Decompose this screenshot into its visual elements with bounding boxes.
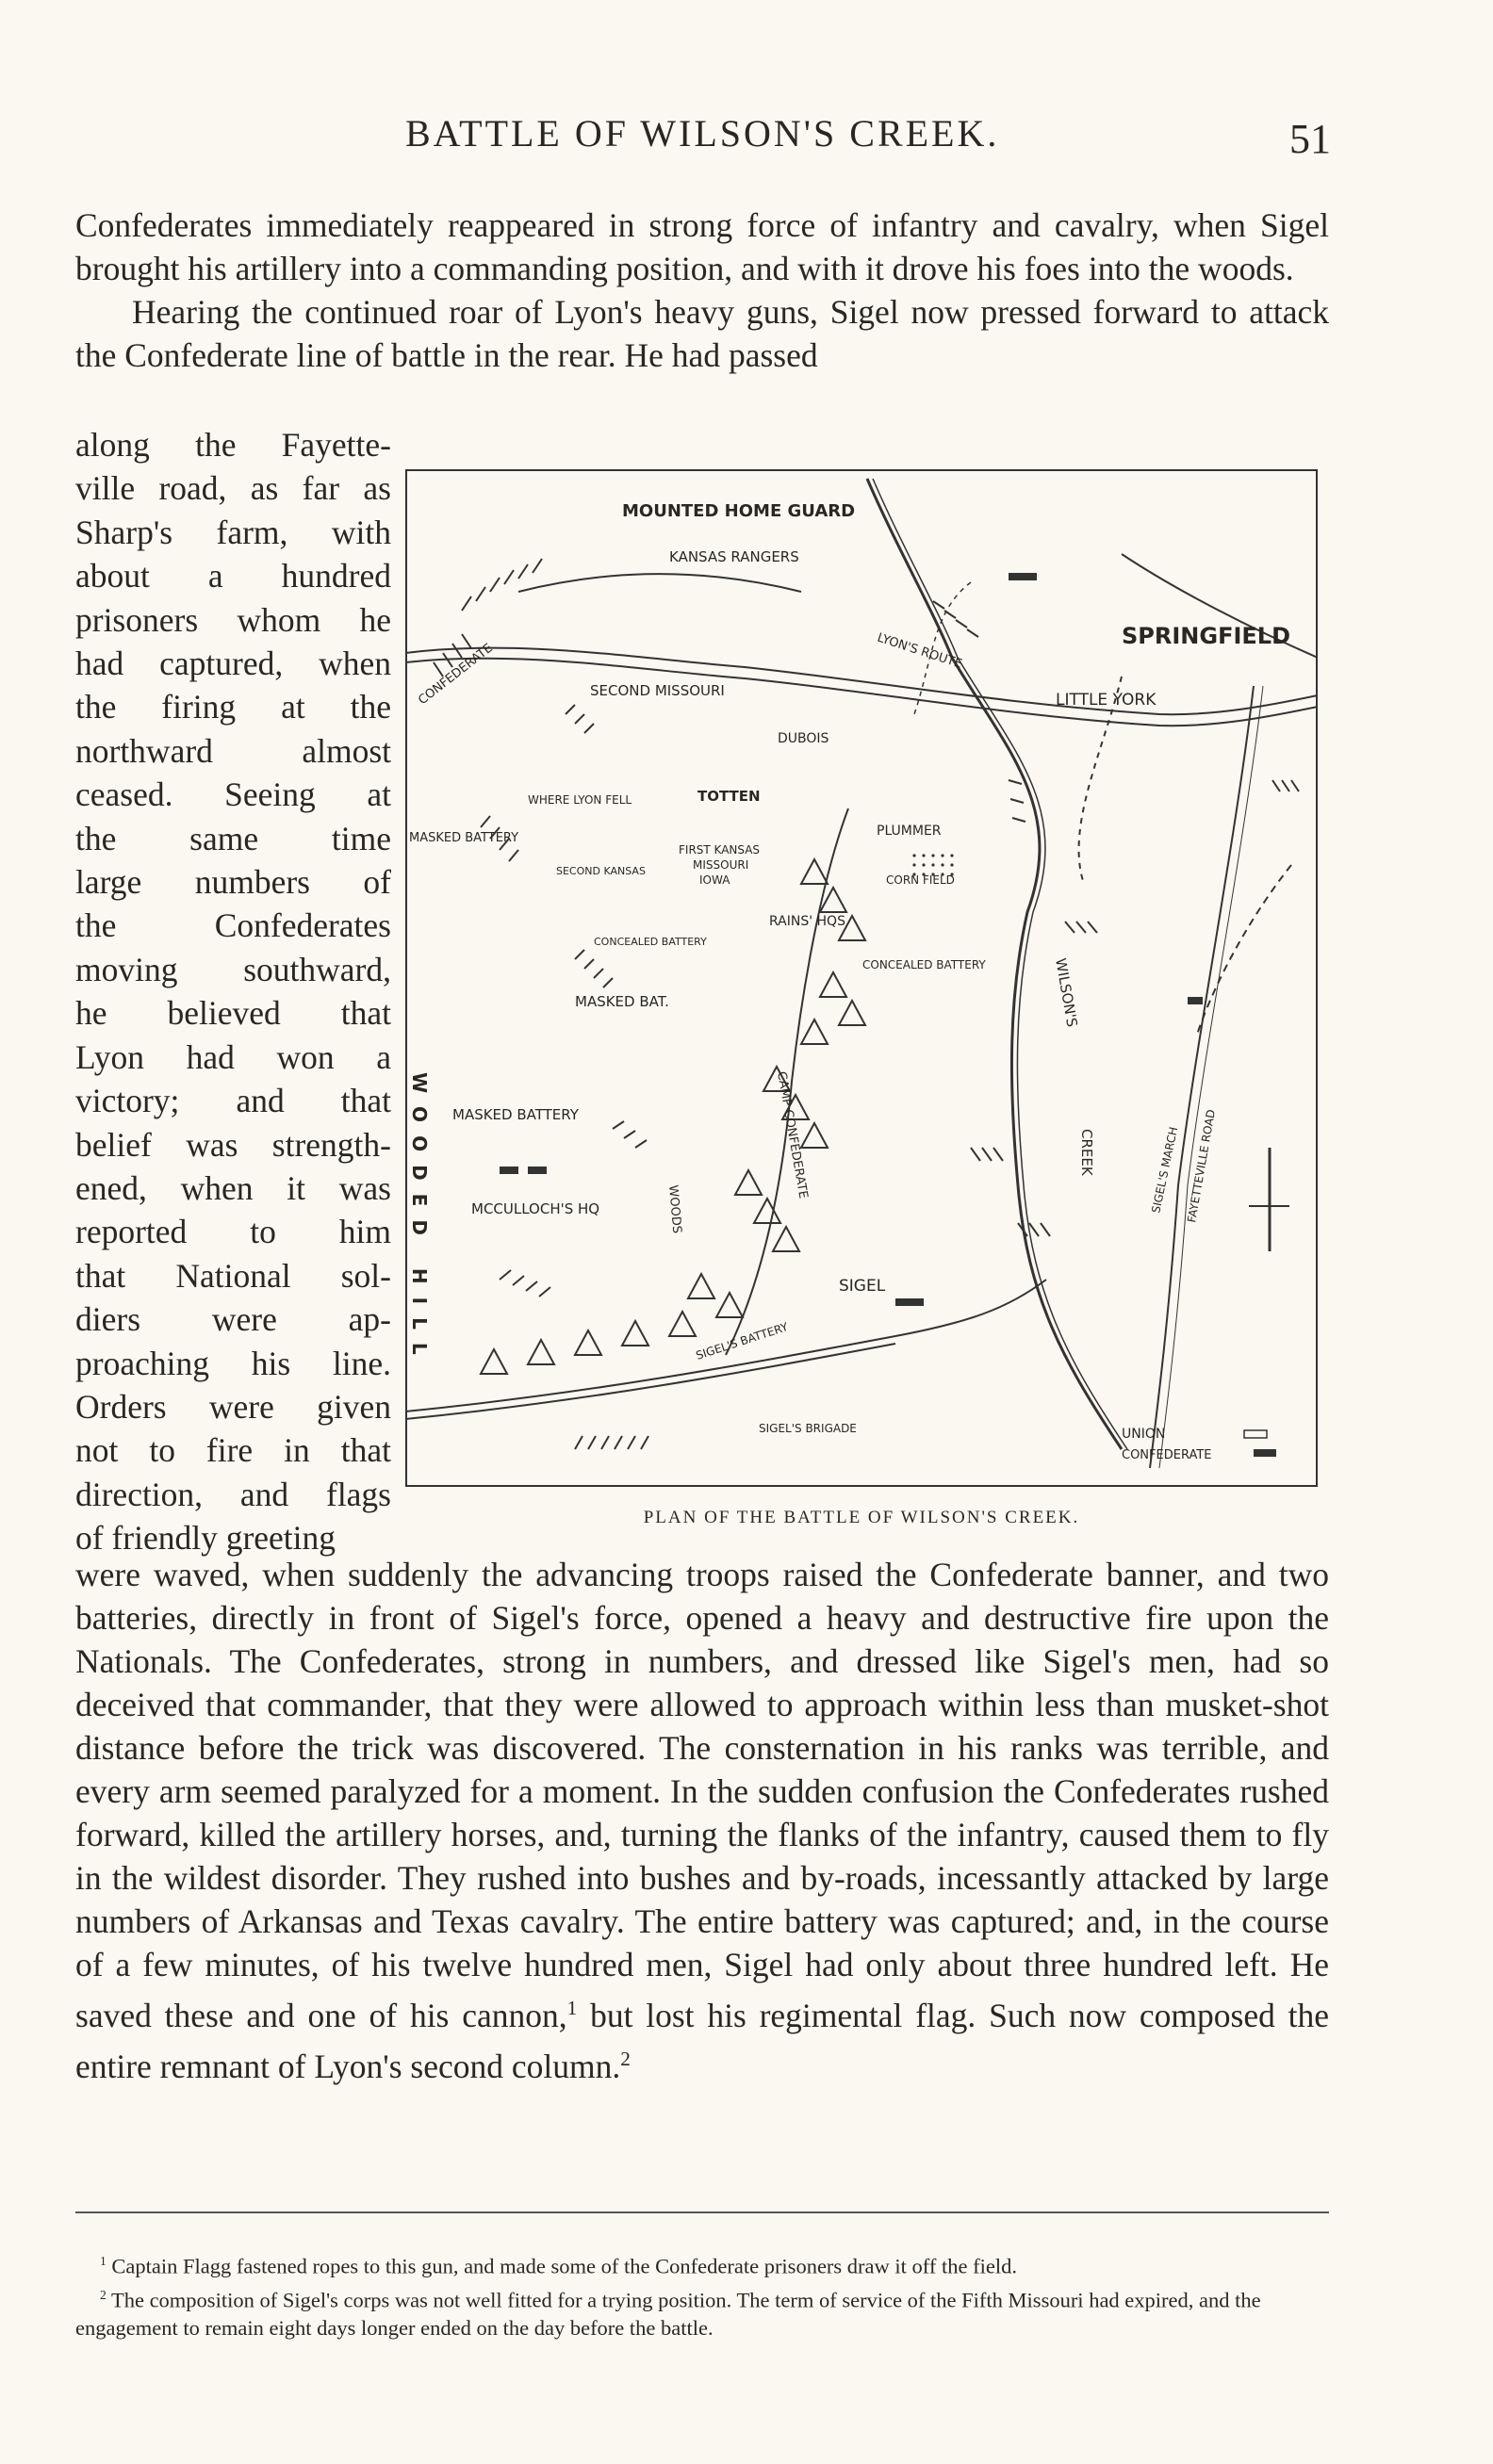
label-iowa: IOWA (699, 873, 730, 887)
road-nw (518, 574, 801, 592)
label-creek: CREEK (1078, 1129, 1095, 1176)
wrap-line: belief was strength- (75, 1125, 391, 1164)
wrap-line: proaching his line. (75, 1344, 391, 1382)
wrap-line: along the Fayette- (75, 426, 391, 464)
wrap-line: large numbers of (75, 863, 391, 902)
footnote-1-mark: 1 (100, 2254, 107, 2268)
label-second-missouri: SECOND MISSOURI (590, 682, 725, 699)
wrap-line: reported to him (75, 1213, 391, 1251)
label-masked-bat: MASKED BAT. (575, 993, 669, 1010)
label-mcculloch: MCCULLOCH'S HQ (471, 1200, 600, 1217)
body-text-top (75, 204, 1329, 377)
wrap-line: Lyon had won a (75, 1037, 391, 1076)
footnote-2-mark: 2 (100, 2287, 107, 2302)
wrap-line: northward almost (75, 731, 391, 770)
label-union-legend: UNION (1122, 1427, 1166, 1442)
label-plummer: PLUMMER (877, 824, 942, 839)
wrap-line: the Confederates (75, 906, 391, 945)
wrap-line: prisoners whom he (75, 600, 391, 639)
label-mounted-home-guard: MOUNTED HOME GUARD (622, 501, 856, 521)
label-masked-battery-1: MASKED BATTERY (409, 831, 519, 845)
paragraph-1: Confederates immediately reappeared in strong force of infantry and cavalry, when Sigel brought his artillery into a commanding position, and with it drove his foes into the woods. (75, 206, 1329, 287)
paragraph-2-tail-text: were waved, when suddenly the advancing troops raised the Confederate banner, and two batteries, directly in front of Sigel's force, opened a heavy and destructive fire upon the Nationals. The Confederates, strong in numbers, and dressed like Sigel's men, had so deceived that commander, that they were allowed to approach within less than musket-shot distance before the trick was discovered. The consternation in his ranks was terrible, and every arm seemed paralyzed for a moment. In the sudden confusion the Confederates rushed forward, killed the artillery horses, and, turning the flanks of the infantry, caused them to fly in the wildest disorder. They rushed into bushes and by-roads, incessantly attacked by large numbers of Arkansas and Texas cavalry. The entire battery was captured; and, in the course of a few minutes, of his twelve hundred men, Sigel had only about three hundred left. He saved these and one of his cannon, (75, 1556, 1329, 2034)
label-second-kansas: SECOND KANSAS (556, 865, 646, 877)
wrap-line: the firing at the (75, 688, 391, 726)
page-number: 51 (1289, 116, 1331, 162)
wrap-line: that National sol- (75, 1256, 391, 1295)
unit-markers (500, 573, 1276, 1457)
running-head (0, 111, 1493, 168)
wrap-line: diers were ap- (75, 1300, 391, 1339)
wrap-line: ceased. Seeing at (75, 775, 391, 814)
label-sigel: SIGEL (839, 1277, 886, 1296)
battle-map (405, 469, 1318, 1487)
label-hill-vertical: WOODED HILL (408, 1072, 431, 1368)
footnote-mark-1: 1 (566, 1997, 578, 2019)
road-north (405, 648, 1318, 715)
sigel-marker (895, 1298, 924, 1306)
label-confederate-legend: CONFEDERATE (1122, 1448, 1212, 1462)
label-missouri: MISSOURI (693, 858, 749, 872)
wrapped-text-column (75, 423, 391, 1560)
label-lyons-route: LYON'S ROUTE (875, 630, 964, 672)
footnote-mark-2: 2 (620, 2047, 631, 2070)
footnotes (75, 2247, 1329, 2342)
label-wilsons: WILSON'S (1052, 956, 1081, 1029)
wrap-line: of friendly greeting (75, 1519, 336, 1558)
label-sigels-brigade: SIGEL'S BRIGADE (759, 1422, 857, 1435)
running-title: BATTLE OF WILSON'S CREEK. (405, 112, 1000, 155)
label-sigels-march: SIGEL'S MARCH (1149, 1125, 1181, 1215)
label-dubois: DUBOIS (778, 731, 829, 746)
wrap-line: Sharp's farm, with (75, 513, 391, 551)
wrap-line: Orders were given (75, 1387, 391, 1426)
wrap-line: moving southward, (75, 950, 391, 988)
paragraph-2-mid: but lost his regimental flag. Such now composed the entire remnant of Lyon's second column. (75, 1996, 1330, 2085)
label-woods: WOODS (665, 1184, 684, 1234)
footnote-2-text: The composition of Sigel's corps was not well fitted for a trying position. The term of service of the Fifth Missouri had expired, and the engagement to remain eight days longer ended on the day before the battle. (75, 2288, 1261, 2340)
label-corn-field: CORN FIELD (886, 873, 955, 887)
label-totten: TOTTEN (697, 788, 761, 805)
label-concealed-battery-2: CONCEALED BATTERY (862, 958, 986, 971)
label-fayetteville-road: FAYETTEVILLE ROAD (1185, 1108, 1219, 1224)
label-where-lyon-fell: WHERE LYON FELL (528, 793, 632, 807)
paragraph-2-head: Hearing the continued roar of Lyon's heavy guns, Sigel now pressed forward to attack the Confederate line of battle in the rear. He had passed (75, 293, 1329, 374)
label-kansas-rangers: KANSAS RANGERS (669, 548, 799, 565)
label-confederate: CONFEDERATE (416, 641, 496, 709)
body-text-bottom (75, 1553, 1329, 2088)
wrap-line: he believed that (75, 994, 391, 1033)
wrap-line: not to fire in that (75, 1431, 391, 1470)
label-concealed-battery-1: CONCEALED BATTERY (594, 936, 707, 948)
paragraph-2-tail (75, 1553, 1329, 2088)
footnote-rule (75, 2211, 1329, 2213)
footnote-1-text: Captain Flagg fastened ropes to this gun, and made some of the Confederate prisoners draw it off the field. (111, 2254, 1017, 2278)
label-springfield: SPRINGFIELD (1122, 623, 1291, 649)
label-sigels-battery: SIGEL'S BATTERY (694, 1320, 790, 1363)
label-little-york: LITTLE YORK (1056, 691, 1157, 710)
footnote-1 (75, 2247, 1329, 2281)
label-camp-confederate: CAMP CONFEDERATE (774, 1070, 811, 1200)
fayetteville-road (1150, 686, 1254, 1468)
wrap-line: about a hundred (75, 557, 391, 596)
wrap-line: victory; and that (75, 1082, 391, 1120)
sigels-march-route (1197, 865, 1291, 1035)
label-rains-hqrs: RAINS' HQS (769, 914, 845, 929)
wrap-line: had captured, when (75, 645, 391, 683)
footnote-2 (75, 2281, 1329, 2343)
wrap-line: direction, and flags (75, 1475, 391, 1513)
wrap-line: ened, when it was (75, 1168, 391, 1207)
map-caption: PLAN OF THE BATTLE OF WILSON'S CREEK. (643, 1508, 1080, 1527)
wrap-line: the same time (75, 819, 391, 857)
label-first-kansas: FIRST KANSAS (679, 843, 761, 857)
label-masked-battery-2: MASKED BATTERY (452, 1106, 579, 1123)
wrap-line: ville road, as far as (75, 469, 391, 508)
